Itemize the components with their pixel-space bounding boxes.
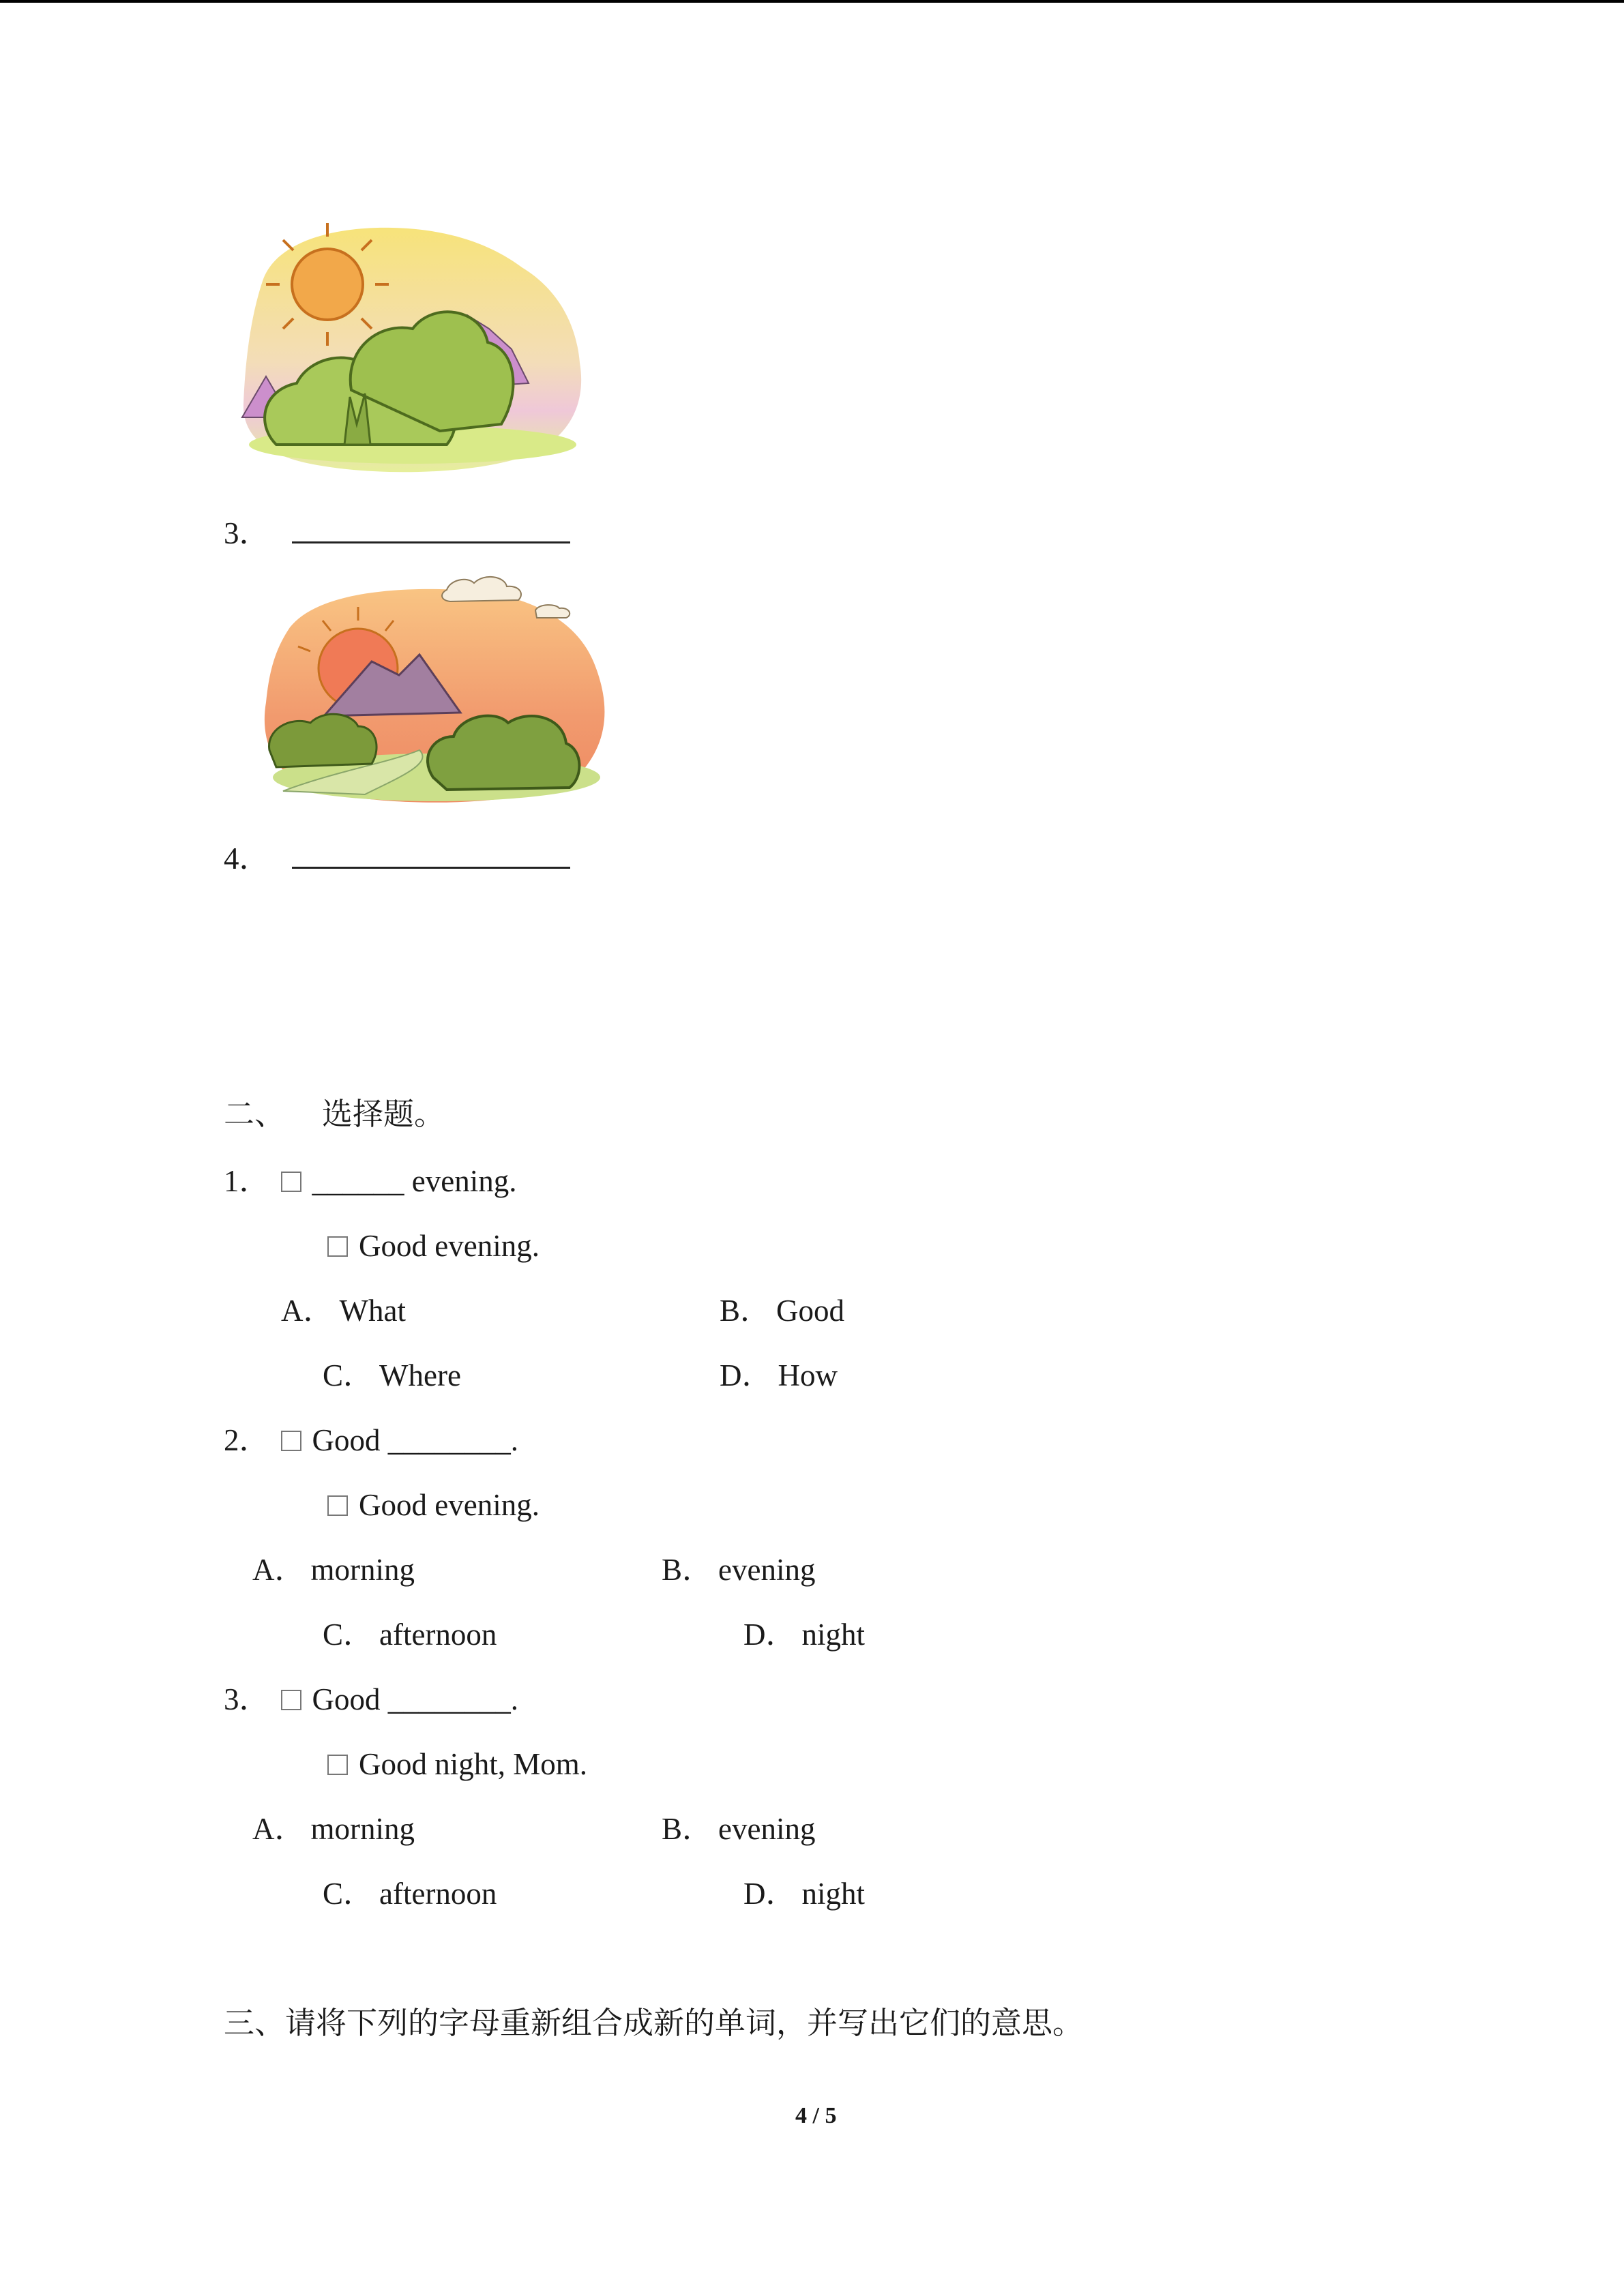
answer-blank[interactable]: [292, 864, 570, 869]
option-d[interactable]: [720, 1360, 838, 1391]
option-c[interactable]: [323, 1879, 497, 1909]
option-letter: A．: [252, 1553, 306, 1587]
question-prompt-text: ______ evening.: [312, 1164, 517, 1198]
option-text: evening: [718, 1812, 816, 1846]
option-text: Good: [776, 1294, 845, 1328]
question-1-reply: [327, 1231, 540, 1262]
section-number: 二、: [224, 1097, 286, 1131]
option-text: What: [339, 1294, 406, 1328]
option-letter: B．: [662, 1812, 713, 1846]
option-letter: D．: [743, 1877, 797, 1911]
option-b[interactable]: [720, 1296, 844, 1326]
option-b[interactable]: [662, 1555, 815, 1585]
section-3-heading: 三、请将下列的字母重新组合成新的单词，并写出它们的意思。: [224, 2006, 1084, 2040]
top-border: [0, 0, 1624, 3]
option-a[interactable]: [281, 1296, 406, 1326]
option-letter: D．: [720, 1358, 773, 1392]
option-text: morning: [310, 1812, 415, 1846]
checkbox-icon[interactable]: [281, 1172, 301, 1192]
option-letter: B．: [720, 1294, 771, 1328]
question-2-prompt: [224, 1425, 518, 1456]
checkbox-icon[interactable]: [281, 1690, 301, 1710]
question-prompt-text: Good ________.: [312, 1423, 519, 1457]
option-text: night: [801, 1617, 866, 1652]
reply-text: Good evening.: [359, 1488, 540, 1522]
question-3-reply: [327, 1749, 587, 1780]
reply-text: Good evening.: [359, 1229, 540, 1263]
option-b[interactable]: [662, 1814, 815, 1845]
reply-text: Good night, Mom.: [359, 1747, 588, 1781]
picture-item-number: 4．: [224, 841, 270, 876]
picture-item-3: [224, 518, 570, 549]
option-text: Where: [379, 1358, 461, 1392]
question-2-reply: [327, 1490, 540, 1521]
sunny-landscape-illustration: [235, 220, 590, 479]
question-number: 1．: [224, 1164, 270, 1198]
checkbox-icon[interactable]: [327, 1755, 348, 1775]
option-a[interactable]: [252, 1814, 415, 1845]
answer-blank[interactable]: [292, 539, 570, 543]
option-d[interactable]: [743, 1617, 866, 1652]
checkbox-icon[interactable]: [327, 1495, 348, 1516]
question-1-prompt: [224, 1166, 516, 1197]
option-text: evening: [718, 1553, 816, 1587]
option-letter: C．: [323, 1877, 374, 1911]
question-3-prompt: [224, 1684, 518, 1715]
sunset-landscape-illustration: [256, 573, 617, 808]
section-title: 选择题。: [322, 1097, 445, 1131]
option-c[interactable]: [323, 1617, 497, 1652]
question-prompt-text: Good ________.: [312, 1682, 519, 1716]
question-number: 2．: [224, 1423, 270, 1457]
page-number: 4 / 5: [795, 2103, 837, 2128]
option-letter: A．: [252, 1812, 306, 1846]
checkbox-icon[interactable]: [327, 1236, 348, 1257]
option-text: morning: [310, 1553, 415, 1587]
option-text: night: [801, 1877, 866, 1911]
option-letter: A．: [281, 1294, 334, 1328]
checkbox-icon[interactable]: [281, 1431, 301, 1451]
option-letter: C．: [323, 1617, 374, 1652]
option-a[interactable]: [252, 1555, 415, 1585]
option-d[interactable]: [743, 1879, 865, 1909]
option-letter: C．: [323, 1358, 374, 1392]
section-2-heading: [224, 1099, 445, 1130]
option-letter: B．: [662, 1553, 713, 1587]
option-text: afternoon: [379, 1617, 497, 1652]
option-text: How: [778, 1358, 838, 1392]
option-text: afternoon: [379, 1877, 497, 1911]
picture-item-4: [224, 841, 570, 876]
picture-item-number: 3．: [224, 516, 270, 550]
option-letter: D．: [743, 1617, 797, 1652]
option-c[interactable]: [323, 1360, 461, 1391]
question-number: 3．: [224, 1682, 270, 1716]
